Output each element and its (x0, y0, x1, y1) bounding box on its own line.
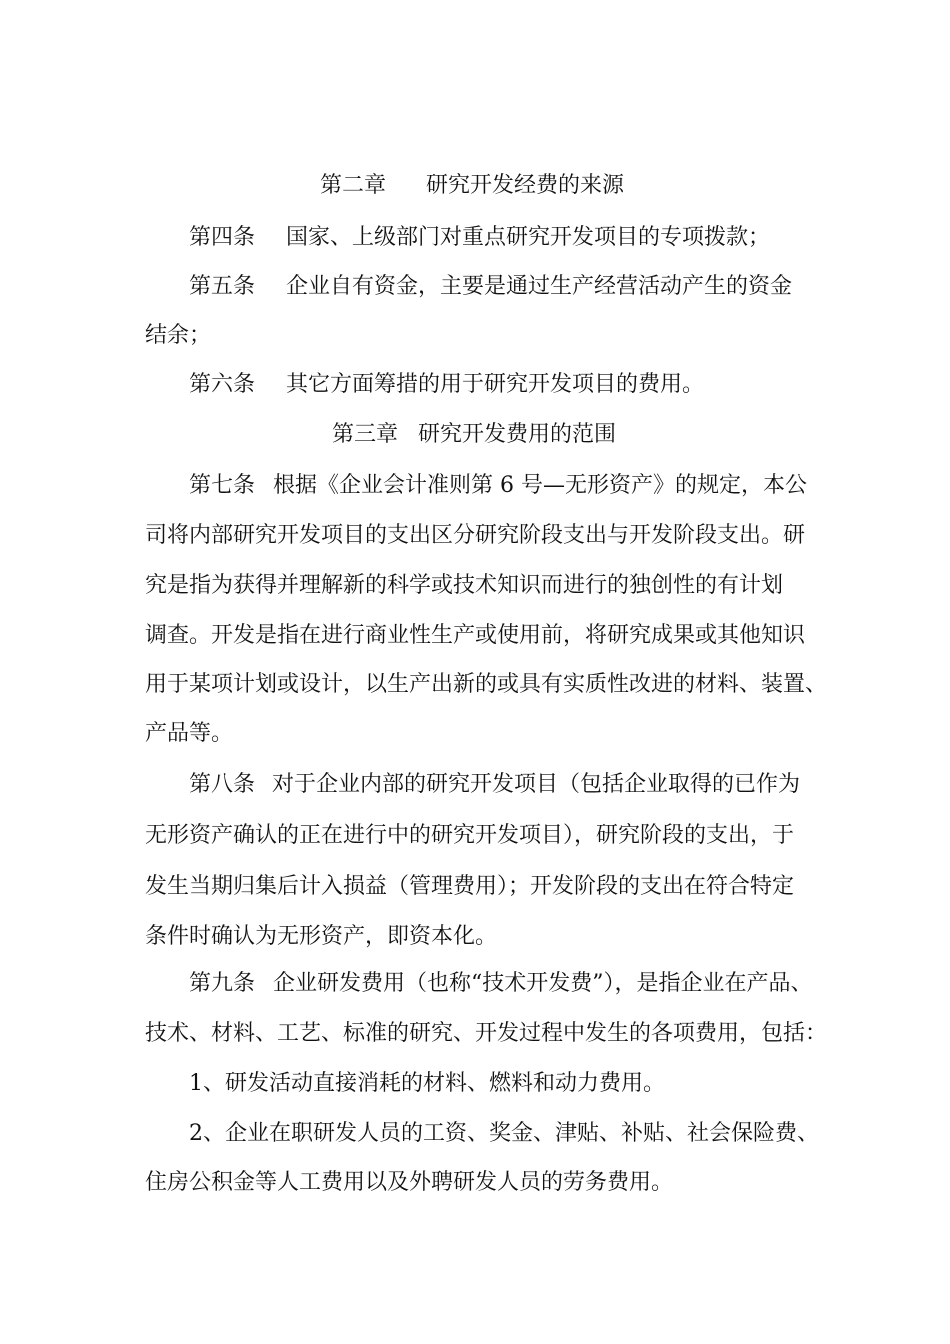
list-item-text: 2、企业在职研发人员的工资、奖金、津贴、补贴、社会保险费、 (189, 1121, 819, 1146)
article-text: 无形资产确认的正在进行中的研究开发项目），研究阶段的支出，于 (145, 823, 795, 848)
article-line (0, 471, 950, 501)
article-text: 其它方面筹措的用于研究开发项目的费用。 (286, 372, 705, 397)
article-text: 发生当期归集后计入损益（管理费用）；开发阶段的支出在符合特定 (145, 874, 795, 899)
article-text: 司将内部研究开发项目的支出区分研究阶段支出与开发阶段支出。研 (145, 523, 806, 548)
article-label: 第九条 (189, 971, 256, 996)
article-line (0, 1019, 950, 1049)
list-item-text: 1、研发活动直接消耗的材料、燃料和动力费用。 (189, 1071, 665, 1096)
article-text: 结余； (145, 323, 212, 348)
article-line (0, 770, 950, 800)
list-item (0, 1069, 950, 1099)
article-line (0, 521, 950, 551)
chapter-label: 第二章 (320, 173, 387, 198)
list-item-text: 住房公积金等人工费用以及外聘研发人员的劳务费用。 (145, 1170, 674, 1195)
article-text: 条件时确认为无形资产，即资本化。 (145, 924, 498, 949)
article-line (0, 223, 950, 253)
article-line (0, 370, 950, 400)
chapter-title: 研究开发经费的来源 (426, 173, 625, 198)
article-label: 第六条 (189, 372, 256, 397)
article-line (0, 821, 950, 851)
article-line (0, 272, 950, 302)
list-item (0, 1168, 950, 1198)
chapter-title: 研究开发费用的范围 (418, 422, 617, 447)
article-text: 调查。开发是指在进行商业性生产或使用前，将研究成果或其他知识 (145, 623, 806, 648)
list-item (0, 1119, 950, 1149)
article-text: 技术、材料、工艺、标准的研究、开发过程中发生的各项费用，包括： (145, 1021, 828, 1046)
article-label: 第八条 (189, 772, 256, 797)
article-label: 第七条 (189, 473, 256, 498)
article-text: 企业研发费用（也称“技术开发费”），是指企业在产品、 (273, 971, 813, 996)
article-line (0, 922, 950, 952)
chapter-heading (0, 420, 950, 450)
article-text: 根据《企业会计准则第 6 号—无形资产》的规定，本公 (273, 473, 807, 498)
chapter-heading (0, 171, 950, 201)
article-line (0, 621, 950, 651)
article-text: 国家、上级部门对重点研究开发项目的专项拨款； (286, 225, 771, 250)
chapter-label: 第三章 (332, 422, 399, 447)
article-text: 产品等。 (145, 721, 234, 746)
article-line (0, 321, 950, 351)
article-text: 对于企业内部的研究开发项目（包括企业取得的已作为 (272, 772, 801, 797)
article-label: 第四条 (189, 225, 256, 250)
article-line (0, 872, 950, 902)
article-line (0, 670, 950, 700)
article-text: 企业自有资金，主要是通过生产经营活动产生的资金 (286, 274, 793, 299)
article-line (0, 571, 950, 601)
article-text: 用于某项计划或设计，以生产出新的或具有实质性改进的材料、装置、 (145, 672, 828, 697)
article-line (0, 969, 950, 999)
article-label: 第五条 (189, 274, 256, 299)
article-text: 究是指为获得并理解新的科学或技术知识而进行的独创性的有计划 (145, 573, 784, 598)
article-line (0, 719, 950, 749)
